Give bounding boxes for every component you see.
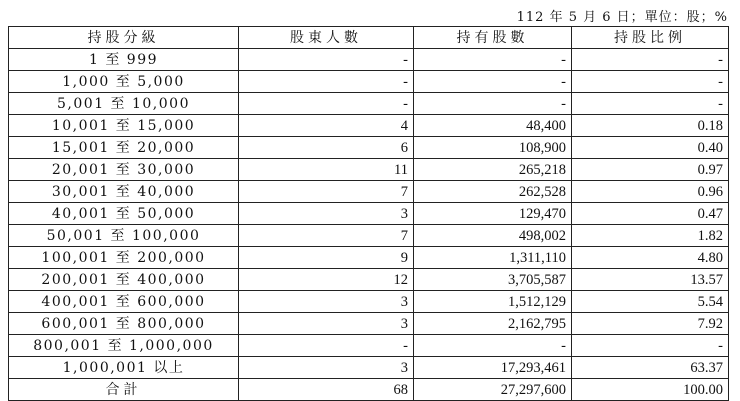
tier-cell: 40,001 至 50,000 [9,203,239,225]
shares-cell: - [414,335,572,357]
table-row [9,49,729,71]
percentage-cell: 13.57 [572,269,729,291]
shares-cell: 1,512,129 [414,291,572,313]
shares-cell: - [414,71,572,93]
shares-cell: 108,900 [414,137,572,159]
shares-cell: 48,400 [414,115,572,137]
tier-cell: 400,001 至 600,000 [9,291,239,313]
tier-cell: 200,001 至 400,000 [9,269,239,291]
shares-cell: 498,002 [414,225,572,247]
tier-cell: 1 至 999 [9,49,239,71]
tier-cell: 15,001 至 20,000 [9,137,239,159]
holders-cell: 9 [239,247,414,269]
tier-cell: 50,001 至 100,000 [9,225,239,247]
table-row [9,357,729,379]
table-row [9,71,729,93]
percentage-cell: - [572,335,729,357]
percentage-cell: - [572,93,729,115]
percentage-cell: 0.40 [572,137,729,159]
header-percentage: 持股比例 [572,27,729,49]
table-row [9,291,729,313]
holders-cell: 12 [239,269,414,291]
table-row [9,115,729,137]
total-shares-cell: 27,297,600 [414,379,572,401]
tier-cell: 30,001 至 40,000 [9,181,239,203]
percentage-cell: 0.47 [572,203,729,225]
total-holders-cell: 68 [239,379,414,401]
percentage-cell: 4.80 [572,247,729,269]
holders-cell: 6 [239,137,414,159]
shares-cell: 3,705,587 [414,269,572,291]
shareholding-distribution-table [8,26,729,401]
shares-cell: 17,293,461 [414,357,572,379]
shares-cell: 1,311,110 [414,247,572,269]
holders-cell: 3 [239,357,414,379]
tier-cell: 5,001 至 10,000 [9,93,239,115]
table-row [9,181,729,203]
percentage-cell: - [572,49,729,71]
holders-cell: 11 [239,159,414,181]
percentage-cell: - [572,71,729,93]
table-row [9,225,729,247]
tier-cell: 20,001 至 30,000 [9,159,239,181]
percentage-cell: 1.82 [572,225,729,247]
shares-cell: 2,162,795 [414,313,572,335]
tier-cell: 1,000 至 5,000 [9,71,239,93]
tier-cell: 1,000,001 以上 [9,357,239,379]
table-row [9,247,729,269]
shares-cell: 265,218 [414,159,572,181]
shares-cell: - [414,93,572,115]
holders-cell: - [239,49,414,71]
header-row [9,27,729,49]
holders-cell: 3 [239,313,414,335]
table-row [9,159,729,181]
holders-cell: 3 [239,291,414,313]
percentage-cell: 0.18 [572,115,729,137]
shares-cell: 129,470 [414,203,572,225]
holders-cell: 3 [239,203,414,225]
table-row [9,137,729,159]
percentage-cell: 5.54 [572,291,729,313]
holders-cell: - [239,335,414,357]
holders-cell: - [239,93,414,115]
header-holders: 股東人數 [239,27,414,49]
table-caption: 112 年 5 月 6 日；單位：股；% [516,10,728,25]
table-row [9,203,729,225]
table-row [9,335,729,357]
holders-cell: - [239,71,414,93]
table-row [9,93,729,115]
table-row [9,269,729,291]
percentage-cell: 7.92 [572,313,729,335]
tier-cell: 100,001 至 200,000 [9,247,239,269]
header-shares: 持有股數 [414,27,572,49]
total-label-cell: 合計 [9,379,239,401]
holders-cell: 7 [239,225,414,247]
shares-cell: - [414,49,572,71]
tier-cell: 800,001 至 1,000,000 [9,335,239,357]
tier-cell: 10,001 至 15,000 [9,115,239,137]
tier-cell: 600,001 至 800,000 [9,313,239,335]
holders-cell: 4 [239,115,414,137]
header-tier: 持股分級 [9,27,239,49]
percentage-cell: 0.96 [572,181,729,203]
table-row [9,313,729,335]
total-row [9,379,729,401]
percentage-cell: 0.97 [572,159,729,181]
holders-cell: 7 [239,181,414,203]
percentage-cell: 63.37 [572,357,729,379]
total-percentage-cell: 100.00 [572,379,729,401]
shares-cell: 262,528 [414,181,572,203]
